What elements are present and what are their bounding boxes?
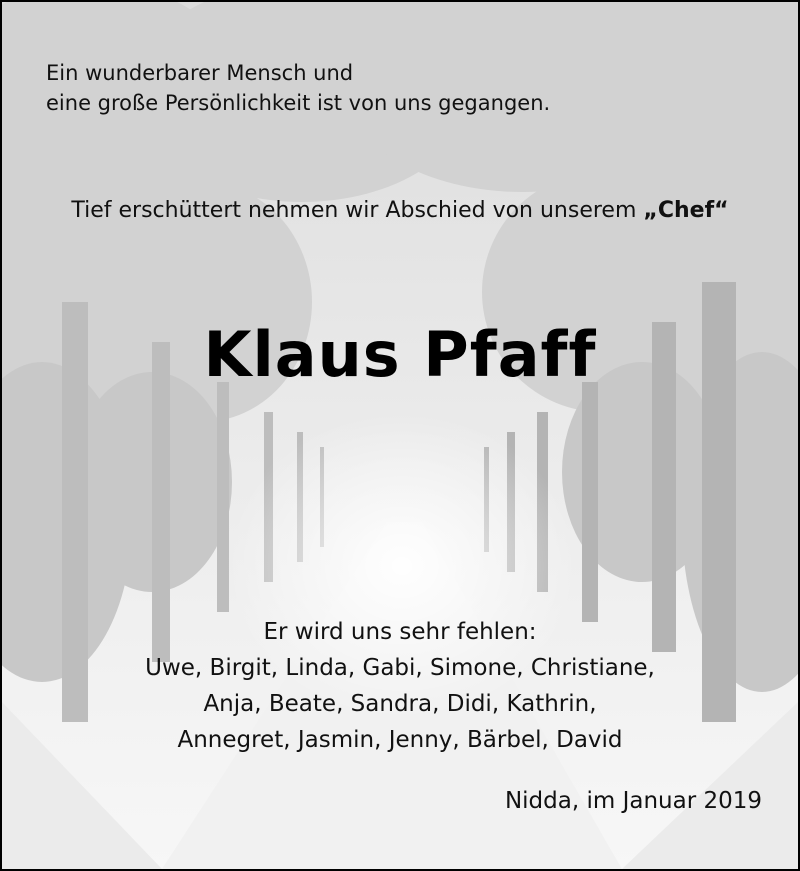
intro-line-2: eine große Persönlichkeit ist von uns gegangen. [46,91,551,115]
deceased-name: Klaus Pfaff [203,318,597,391]
fehlen-heading: Er wird uns sehr fehlen: [263,619,537,645]
mourners-block [2,614,798,758]
mourners-line-3: Annegret, Jasmin, Jenny, Bärbel, David [177,727,623,753]
intro-text [46,58,550,118]
intro-line-1: Ein wunderbarer Mensch und [46,61,354,85]
abschied-text: Tief erschüttert nehmen wir Abschied von unserem [71,198,637,223]
chef-label: „Chef“ [643,198,729,223]
mourners-line-2: Anja, Beate, Sandra, Didi, Kathrin, [203,691,597,717]
abschied-line [2,198,798,223]
place-date: Nidda, im Januar 2019 [504,788,762,814]
mourners-line-1: Uwe, Birgit, Linda, Gabi, Simone, Christiane, [145,655,655,681]
